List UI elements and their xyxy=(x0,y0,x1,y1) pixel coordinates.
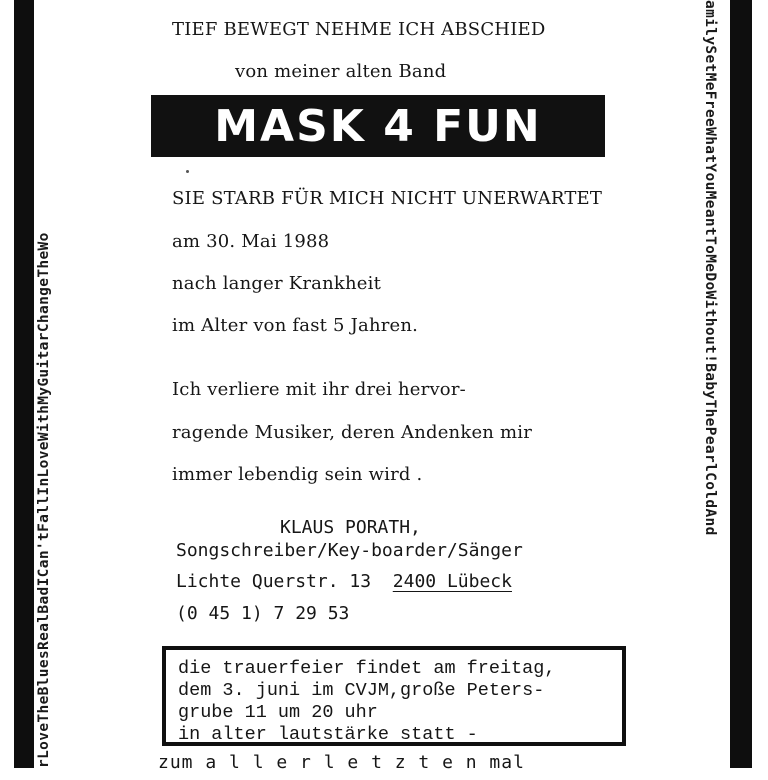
signature-role: Songschreiber/Key-boarder/Sänger xyxy=(176,540,523,561)
signature-name: KLAUS PORATH, xyxy=(280,517,421,538)
notice-line-2: dem 3. juni im CVJM,große Peters- xyxy=(178,680,545,701)
right-black-border xyxy=(730,0,752,768)
funeral-notice-box xyxy=(162,646,626,746)
band-name-banner xyxy=(151,95,605,157)
body-line-7: immer lebendig sein wird . xyxy=(172,464,423,485)
body-line-2: am 30. Mai 1988 xyxy=(172,231,330,252)
body-line-1: SIE STARB FÜR MICH NICHT UNERWARTET xyxy=(172,188,603,209)
header-line-1: TIEF BEWEGT NEHME ICH ABSCHIED xyxy=(172,19,546,40)
notice-line-1: die trauerfeier findet am freitag, xyxy=(178,658,556,679)
signature-phone: (0 45 1) 7 29 53 xyxy=(176,603,350,624)
body-line-5: Ich verliere mit ihr drei hervor- xyxy=(172,379,466,400)
signature-address xyxy=(176,571,512,592)
body-line-6: ragende Musiker, deren Andenken mir xyxy=(172,422,533,443)
left-black-border xyxy=(14,0,34,768)
body-line-4: im Alter von fast 5 Jahren. xyxy=(172,315,419,336)
band-name: MASK 4 FUN xyxy=(214,100,542,152)
left-side-text: rLoveTheBluesRealBadICan'tFallInLoveWithMyGuitarChangeTheWo xyxy=(36,232,52,768)
signature-street: Lichte Querstr. 13 xyxy=(176,571,372,592)
signature-city: 2400 Lübeck xyxy=(392,571,512,592)
body-line-3: nach langer Krankheit xyxy=(172,273,382,294)
speck xyxy=(186,170,189,173)
footer-line: zum a l l e r l e t z t e n mal xyxy=(158,752,525,773)
notice-line-4: in alter lautstärke statt - xyxy=(178,724,478,745)
header-line-2: von meiner alten Band xyxy=(235,61,447,82)
right-side-text: amilySetMeFreeWhatYouMeantToMeDoWithout!BabyThePearlColdAnd xyxy=(702,0,718,536)
notice-line-3: grube 11 um 20 uhr xyxy=(178,702,378,723)
